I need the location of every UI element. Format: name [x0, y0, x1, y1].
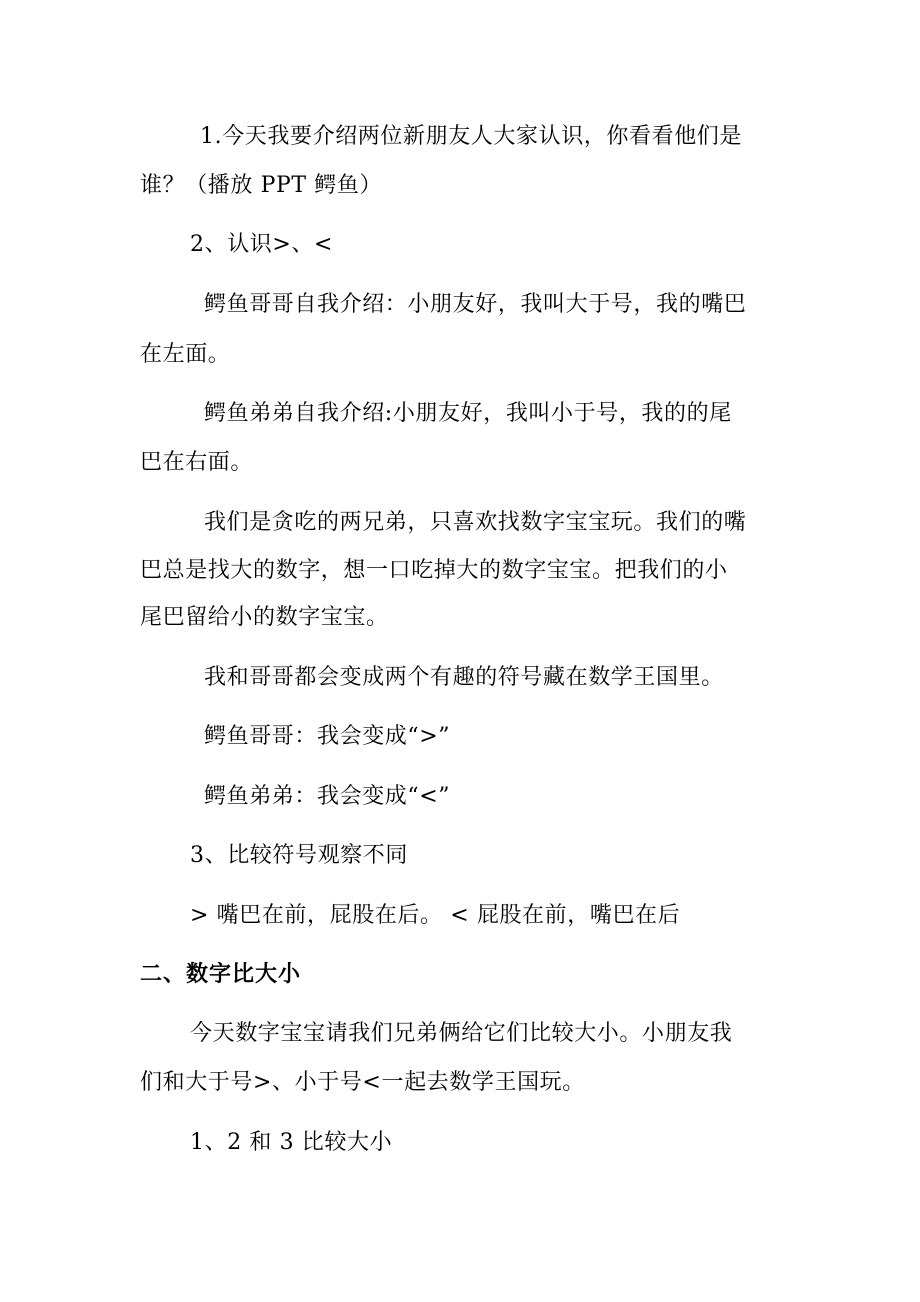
- paragraph-intro-line1: 1.今天我要介绍两位新朋友人大家认识，你看看他们是: [200, 124, 742, 149]
- paragraph-recognize-symbols: 2、认识>、<: [190, 232, 334, 257]
- paragraph-intro-line2: 谁？（播放 PPT 鳄鱼）: [140, 173, 383, 198]
- paragraph-greedy-brothers-line1: 我们是贪吃的两兄弟，只喜欢找数字宝宝玩。我们的嘴: [204, 510, 747, 535]
- paragraph-big-brother-line2: 在左面。: [140, 342, 231, 367]
- paragraph-greedy-brothers-line2: 巴总是找大的数字，想一口吃掉大的数字宝宝。把我们的小: [140, 558, 728, 583]
- paragraph-compare-2-and-3: 1、2 和 3 比较大小: [190, 1130, 393, 1155]
- paragraph-greedy-brothers-line3: 尾巴留给小的数字宝宝。: [140, 605, 389, 630]
- paragraph-big-brother-symbol: 鳄鱼哥哥：我会变成“>”: [204, 724, 451, 749]
- paragraph-little-brother-symbol: 鳄鱼弟弟：我会变成“<”: [204, 784, 451, 809]
- paragraph-little-brother-line2: 巴在右面。: [140, 450, 254, 475]
- paragraph-compare-symbols: 3、比较符号观察不同: [190, 843, 408, 868]
- paragraph-mouth-tail: > 嘴巴在前，屁股在后。 < 屁股在前，嘴巴在后: [190, 903, 681, 928]
- paragraph-transform: 我和哥哥都会变成两个有趣的符号藏在数学王国里。: [204, 665, 724, 690]
- paragraph-little-brother-line1: 鳄鱼弟弟自我介绍:小朋友好，我叫小于号，我的的尾: [204, 401, 732, 426]
- paragraph-numbers-compare-line2: 们和大于号>、小于号<一起去数学王国玩。: [140, 1070, 585, 1095]
- section-heading: 二、数字比大小: [140, 962, 302, 987]
- paragraph-big-brother-line1: 鳄鱼哥哥自我介绍：小朋友好，我叫大于号，我的嘴巴: [204, 292, 747, 317]
- paragraph-numbers-compare-line1: 今天数字宝宝请我们兄弟俩给它们比较大小。小朋友我: [190, 1021, 733, 1046]
